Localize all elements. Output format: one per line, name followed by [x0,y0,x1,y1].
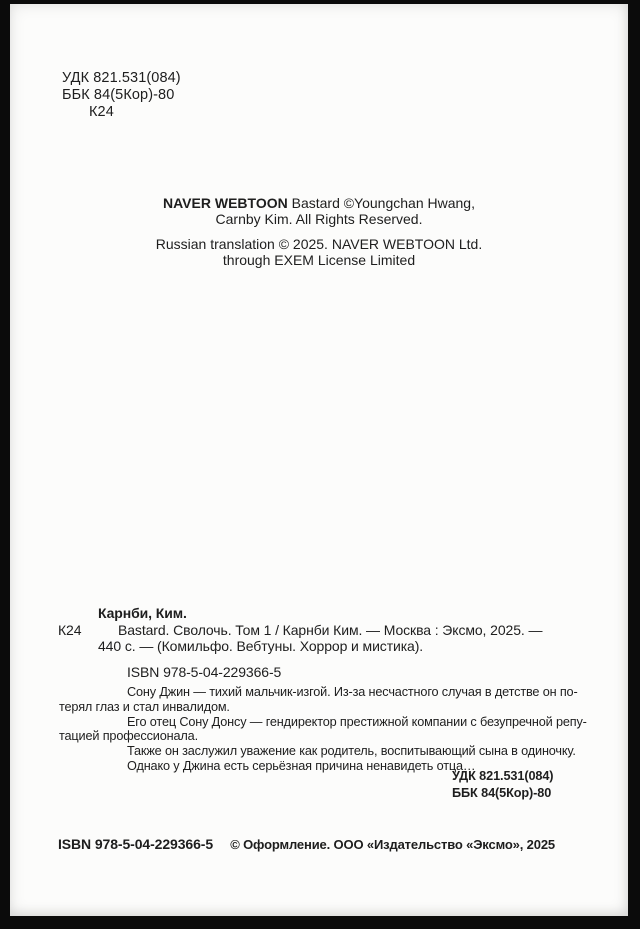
udk-code-bottom: УДК 821.531(084) [452,769,554,783]
bbk-code-bottom: ББК 84(5Кор)-80 [452,786,552,800]
catalog-description-line-2: 440 с. — (Комильфо. Вебтуны. Хоррор и мистика). [98,638,424,654]
copyright-line-4: through EXEM License Limited [222,251,416,268]
catalog-isbn: ISBN 978-5-04-229366-5 [127,663,282,680]
author-sign-top: К24 [89,104,114,120]
annotation-line: тацией профессионала. [59,729,198,744]
catalog-description-line-1: Bastard. Сволочь. Том 1 / Карнби Ким. — Москва : Эксмо, 2025. — [118,621,543,638]
copyright-line-2: Carnby Kim. All Rights Reserved. [215,210,423,227]
copyright-line-1-rest: Bastard ©Youngchan Hwang, [287,195,475,211]
annotation-line: Сону Джин — тихий мальчик-изгой. Из-за несчастного случая в детстве он по- [127,685,578,699]
catalog-author-heading: Карнби, Ким. [98,605,187,621]
book-imprint-page [10,4,628,916]
catalog-card [58,605,542,680]
catalog-description-row [58,622,542,639]
classification-codes-top [62,70,181,121]
footer-isbn: ISBN 978-5-04-229366-5 [58,836,214,852]
bbk-code-top: ББК 84(5Кор)-80 [62,87,175,103]
copyright-line-3: Russian translation © 2025. NAVER WEBTOON Ltd. [155,236,483,252]
annotation-line: терял глаз и стал инвалидом. [59,699,230,714]
annotation-line: Его отец Сону Донсу — гендиректор престижной компании с безупречной репу- [127,714,587,729]
copyright-notice-block [10,196,628,268]
annotation-line: Однако у Джина есть серьёзная причина ненавидеть отца… [127,758,476,773]
annotation-block [59,685,589,774]
udk-code-top: УДК 821.531(084) [62,70,181,86]
classification-codes-bottom [452,768,553,802]
author-sign-catalog: К24 [58,621,82,638]
copyright-line-1 [10,196,628,212]
annotation-line: Также он заслужил уважение как родитель, воспитывающий сына в одиночку. [127,744,576,759]
footer-copyright: © Оформление. ООО «Издательство «Эксмо», 2025 [230,837,555,852]
publisher-brand: NAVER WEBTOON [163,195,288,211]
